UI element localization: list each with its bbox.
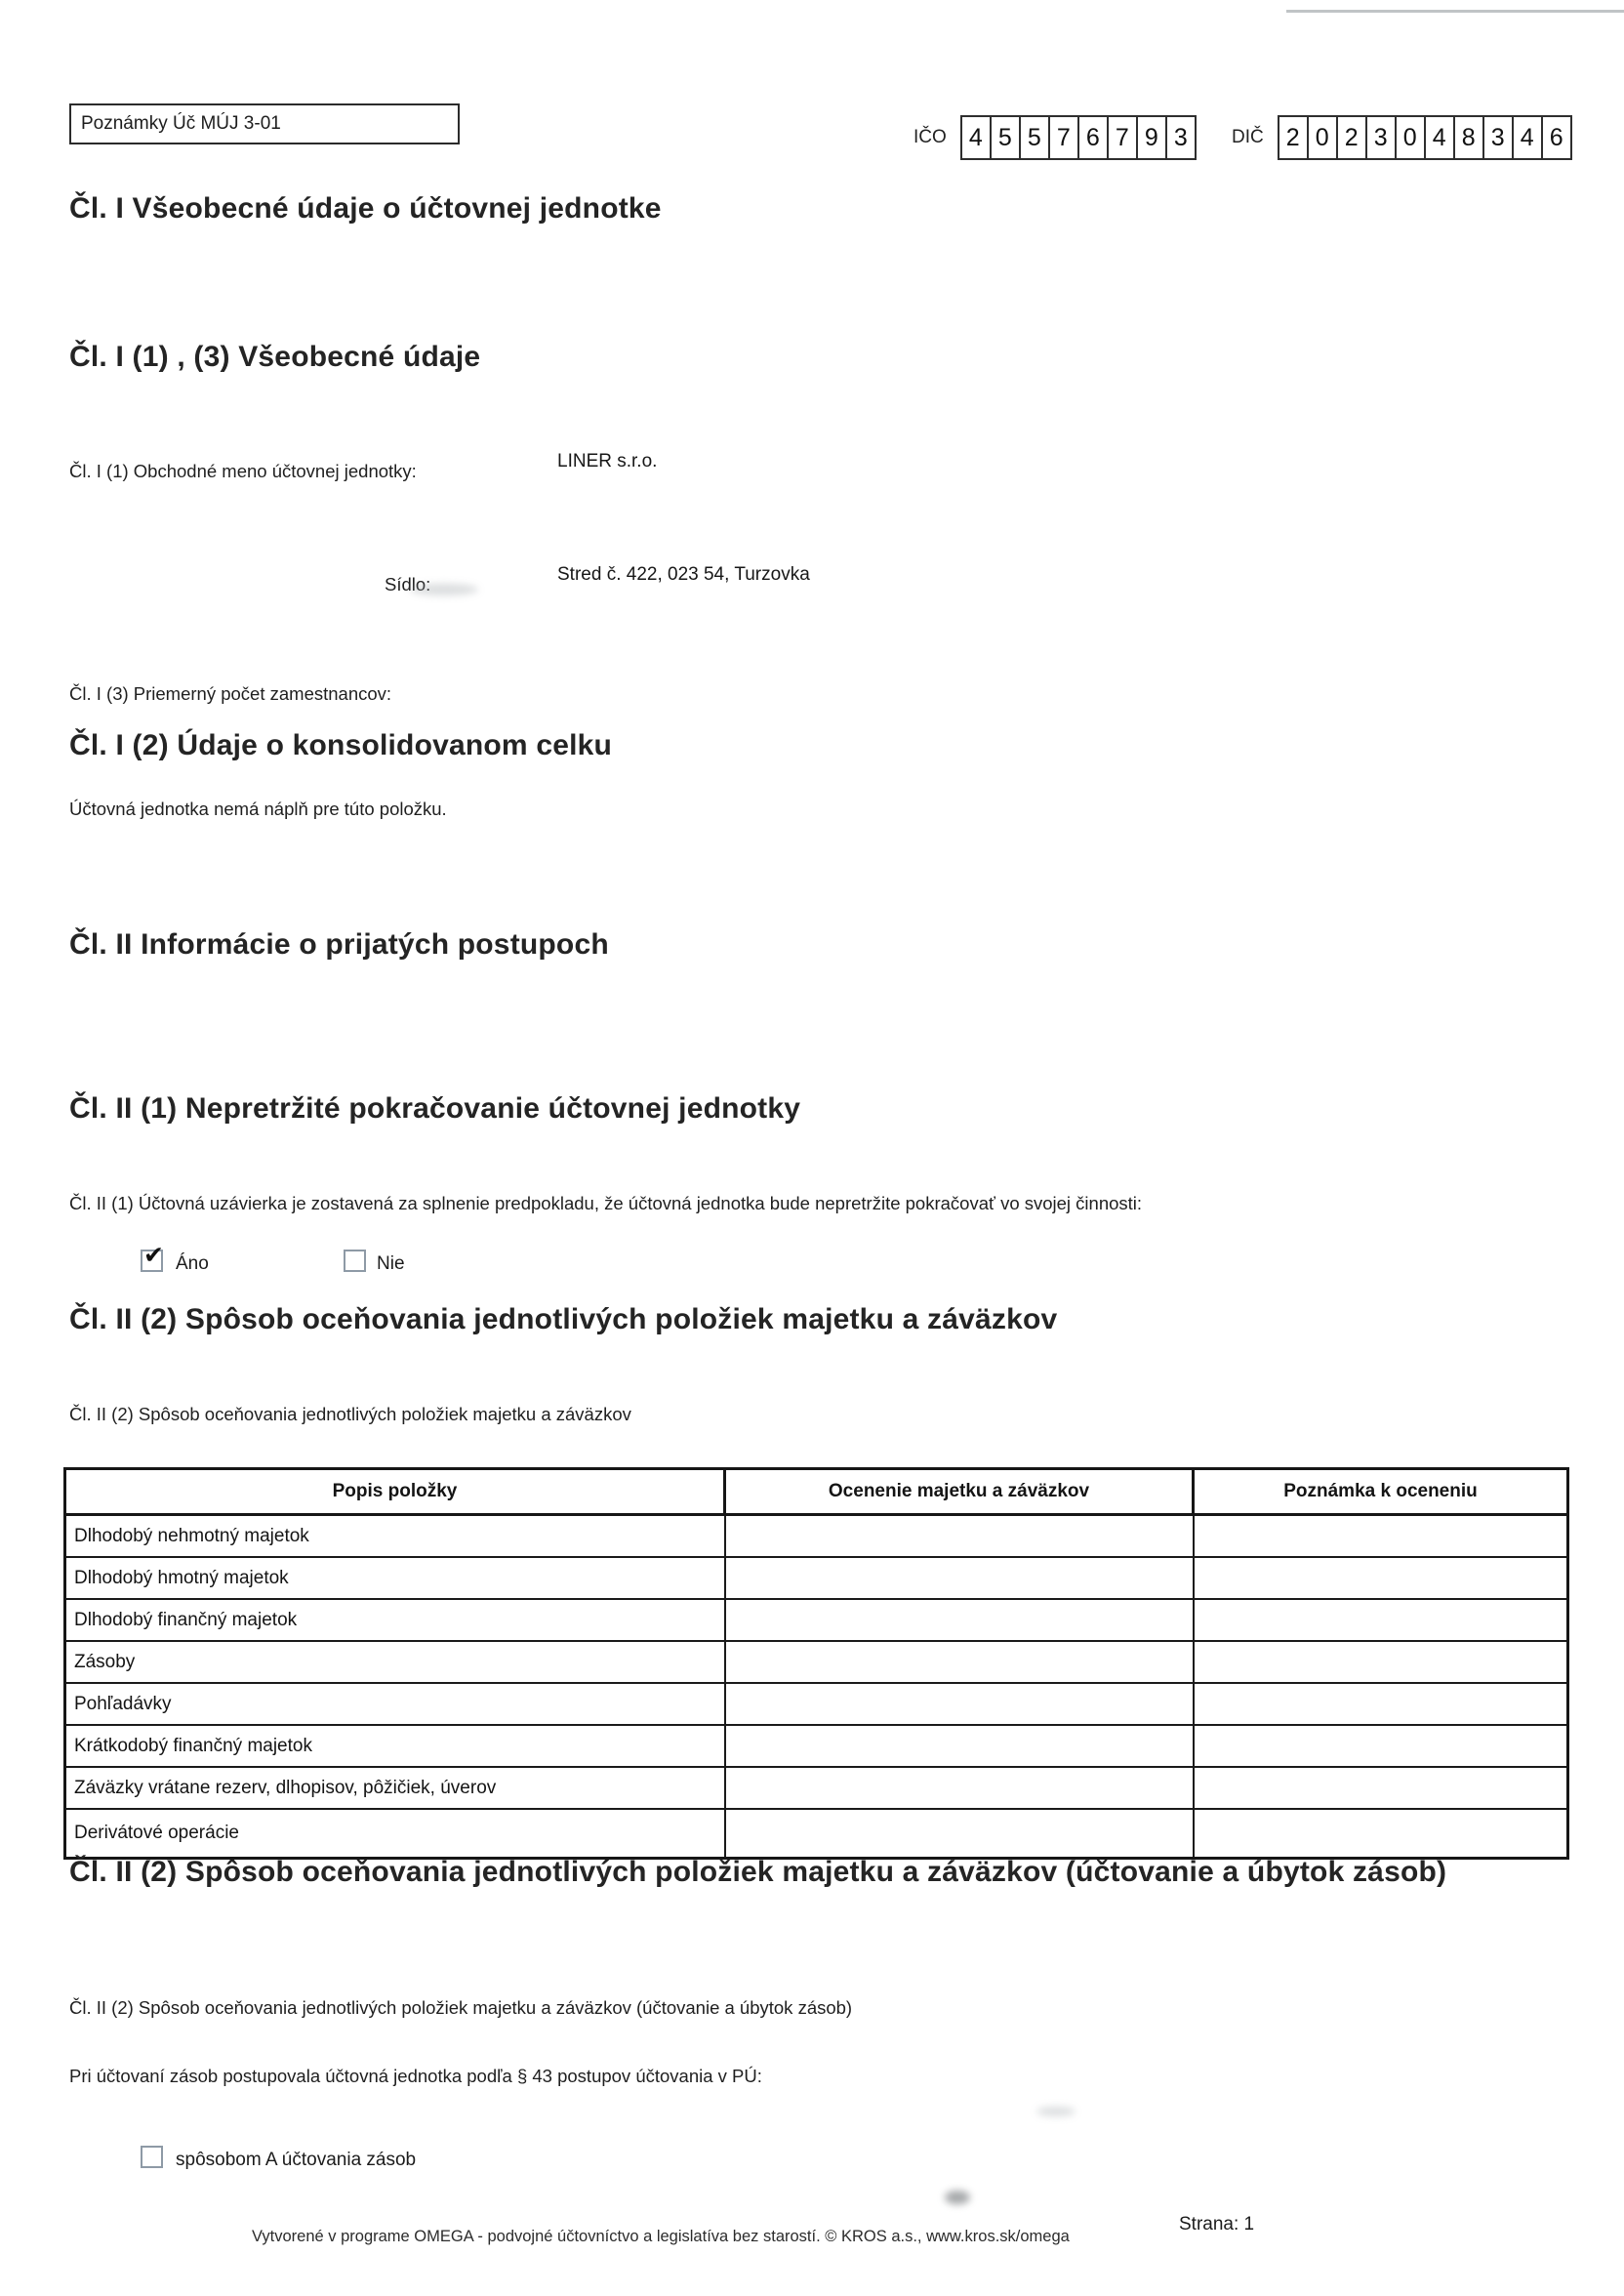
dic-digit-box: 8 — [1453, 115, 1484, 160]
row-label: Krátkodobý finančný majetok — [65, 1725, 725, 1767]
form-id: Poznámky Úč MÚJ 3-01 — [81, 113, 281, 134]
section-2-title: Čl. II Informácie o prijatých postupoch — [69, 928, 609, 961]
nie-checkbox[interactable] — [344, 1250, 366, 1272]
valuation2-title: Čl. II (2) Spôsob oceňovania jednotlivých položiek majetku a záväzkov (účtovanie a úbytok zásob) — [69, 1856, 1447, 1888]
dic-digit-box: 3 — [1482, 115, 1514, 160]
ocenenie-cell — [725, 1515, 1194, 1558]
valuation-subtitle: Čl. II (2) Spôsob oceňovania jednotlivých položiek majetku a záväzkov — [69, 1404, 631, 1424]
business-name-value: LINER s.r.o. — [557, 451, 658, 472]
ocenenie-cell — [725, 1767, 1194, 1809]
table-row — [65, 1767, 1568, 1809]
ocenenie-cell — [725, 1683, 1194, 1725]
inventory-statement: Pri účtovaní zásob postupovala účtovná jednotka podľa § 43 postupov účtovania v PÚ: — [69, 2066, 762, 2086]
nie-label: Nie — [377, 1253, 405, 1274]
poznamka-cell — [1194, 1767, 1568, 1809]
sposob-a-label: spôsobom A účtovania zásob — [176, 2150, 417, 2170]
employees-label: Čl. I (3) Priemerný počet zamestnancov: — [69, 683, 392, 704]
address-label: Sídlo: — [385, 574, 431, 594]
scan-artifact-line — [1286, 10, 1624, 13]
dic-group — [1232, 115, 1572, 160]
consolidated-title: Čl. I (2) Údaje o konsolidovanom celku — [69, 729, 613, 761]
ico-digit-box: 6 — [1077, 115, 1109, 160]
table-row — [65, 1725, 1568, 1767]
row-label: Záväzky vrátane rezerv, dlhopisov, pôžičiek, úverov — [65, 1767, 725, 1809]
ico-group — [914, 115, 1197, 160]
header-ocenenie: Ocenenie majetku a záväzkov — [725, 1469, 1194, 1515]
dic-digit-box: 0 — [1395, 115, 1426, 160]
row-label: Dlhodobý hmotný majetok — [65, 1557, 725, 1599]
page-number: Strana: 1 — [1179, 2214, 1255, 2234]
ico-label: IČO — [914, 127, 947, 147]
table-row — [65, 1809, 1568, 1859]
ocenenie-cell — [725, 1641, 1194, 1683]
scan-smudge — [1036, 2107, 1076, 2116]
ico-digit-box: 4 — [960, 115, 992, 160]
valuation-title: Čl. II (2) Spôsob oceňovania jednotlivých položiek majetku a záväzkov — [69, 1303, 1058, 1335]
dic-digit-box: 3 — [1365, 115, 1397, 160]
poznamka-cell — [1194, 1641, 1568, 1683]
address-value: Stred č. 422, 023 54, Turzovka — [557, 564, 810, 585]
scan-smudge — [410, 584, 478, 595]
ico-digit-box: 7 — [1048, 115, 1079, 160]
table-row — [65, 1557, 1568, 1599]
poznamka-cell — [1194, 1599, 1568, 1641]
table-row — [65, 1683, 1568, 1725]
sposob-a-checkbox[interactable] — [141, 2146, 163, 2168]
row-label: Derivátové operácie — [65, 1809, 725, 1859]
poznamka-cell — [1194, 1683, 1568, 1725]
check-icon: ✔ — [143, 1242, 164, 1269]
dic-digit-box: 0 — [1307, 115, 1338, 160]
ico-digit-box: 7 — [1107, 115, 1138, 160]
row-label: Dlhodobý nehmotný majetok — [65, 1515, 725, 1558]
business-name-label: Čl. I (1) Obchodné meno účtovnej jednotky: — [69, 461, 417, 481]
dic-digit-box: 4 — [1512, 115, 1543, 160]
ico-digit-box: 9 — [1136, 115, 1167, 160]
table-row — [65, 1641, 1568, 1683]
section-1-title: Čl. I Všeobecné údaje o účtovnej jednotke — [69, 192, 662, 225]
ano-checkbox[interactable] — [141, 1242, 164, 1272]
ano-label: Áno — [176, 1253, 209, 1274]
ocenenie-cell — [725, 1725, 1194, 1767]
form-id-box — [69, 103, 460, 144]
table-header-row — [65, 1469, 1568, 1515]
dic-digit-boxes — [1278, 115, 1572, 160]
ico-digit-box: 5 — [1019, 115, 1050, 160]
dic-label: DIČ — [1232, 127, 1264, 147]
poznamka-cell — [1194, 1725, 1568, 1767]
row-label: Zásoby — [65, 1641, 725, 1683]
valuation-table — [63, 1467, 1569, 1860]
ico-digit-boxes — [960, 115, 1197, 160]
table-row — [65, 1599, 1568, 1641]
poznamka-cell — [1194, 1809, 1568, 1859]
dic-digit-box: 4 — [1424, 115, 1455, 160]
ocenenie-cell — [725, 1557, 1194, 1599]
row-label: Dlhodobý finančný majetok — [65, 1599, 725, 1641]
dic-digit-box: 6 — [1541, 115, 1572, 160]
going-concern-title: Čl. II (1) Nepretržité pokračovanie účtovnej jednotky — [69, 1092, 801, 1125]
ocenenie-cell — [725, 1599, 1194, 1641]
footer-credit: Vytvorené v programe OMEGA - podvojné účtovníctvo a legislatíva bez starostí. © KROS a.s., www.kros.sk/omega — [252, 2228, 1070, 2245]
ico-digit-box: 3 — [1165, 115, 1197, 160]
header-popis-polozky: Popis položky — [65, 1469, 725, 1515]
table-row — [65, 1515, 1568, 1558]
row-label: Pohľadávky — [65, 1683, 725, 1725]
dic-digit-box: 2 — [1336, 115, 1367, 160]
dic-digit-box: 2 — [1278, 115, 1309, 160]
ocenenie-cell — [725, 1809, 1194, 1859]
valuation2-subtitle: Čl. II (2) Spôsob oceňovania jednotlivých položiek majetku a záväzkov (účtovanie a úbytok zásob) — [69, 1997, 853, 2018]
section-1-subtitle: Čl. I (1) , (3) Všeobecné údaje — [69, 341, 481, 373]
poznamka-cell — [1194, 1515, 1568, 1558]
going-concern-statement: Čl. II (1) Účtovná uzávierka je zostavená za splnenie predpokladu, že účtovná jednotka bude nepretržite pokračovať vo svojej činnosti: — [69, 1193, 1143, 1213]
header-poznamka: Poznámka k oceneniu — [1194, 1469, 1568, 1515]
poznamka-cell — [1194, 1557, 1568, 1599]
ico-digit-box: 5 — [990, 115, 1021, 160]
scan-smudge — [945, 2191, 970, 2204]
consolidated-note: Účtovná jednotka nemá náplň pre túto položku. — [69, 799, 447, 819]
